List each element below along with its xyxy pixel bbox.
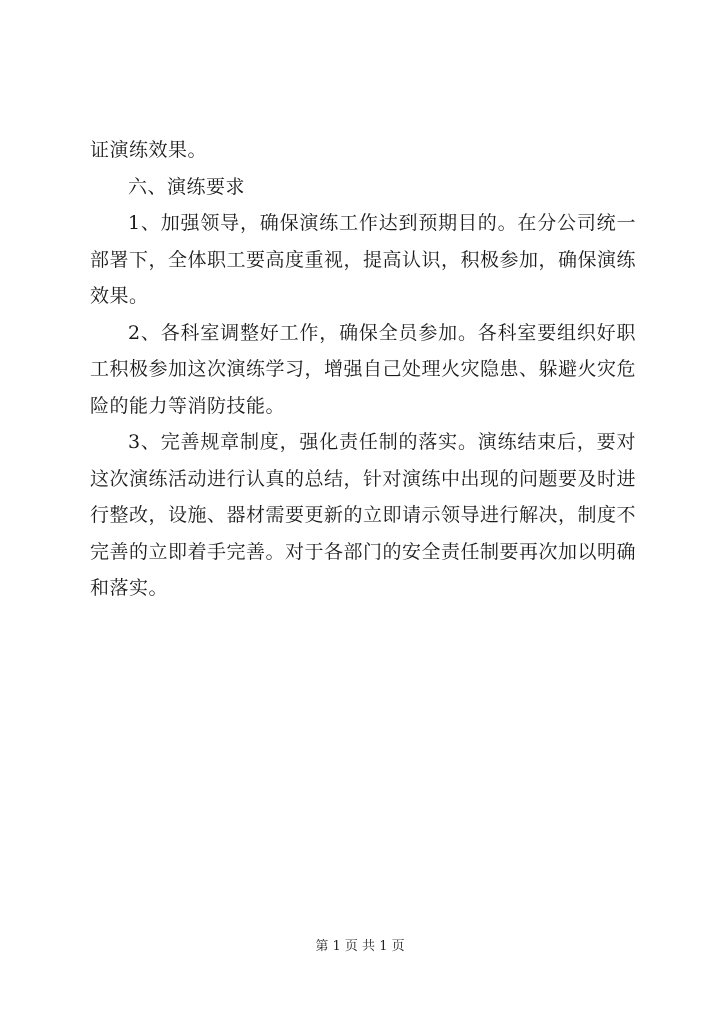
section-heading: 六、演练要求 bbox=[128, 175, 246, 198]
paragraph-item-1: 1、加强领导，确保演练工作达到预期目的。在分公司统一部署下，全体职工要高度重视，提高认识，积极参加，确保演练效果。 bbox=[90, 212, 637, 307]
page-footer: 第 1 页 共 1 页 bbox=[315, 939, 405, 954]
paragraph-continuation: 证演练效果。 bbox=[90, 139, 208, 161]
document-body bbox=[90, 132, 636, 607]
paragraph-item-2: 2、各科室调整好工作，确保全员参加。各科室要组织好职工积极参加这次演练学习，增强自己处理火灾隐患、躲避火灾危险的能力等消防技能。 bbox=[90, 321, 637, 417]
paragraph-item-3: 3、完善规章制度，强化责任制的落实。演练结束后，要对这次演练活动进行认真的总结，针对演练中出现的问题要及时进行整改，设施、器材需要更新的立即请示领导进行解决，制度不完善的立即着手完善。对于各部门的安全责任制要再次加以明确和落实。 bbox=[90, 431, 637, 599]
